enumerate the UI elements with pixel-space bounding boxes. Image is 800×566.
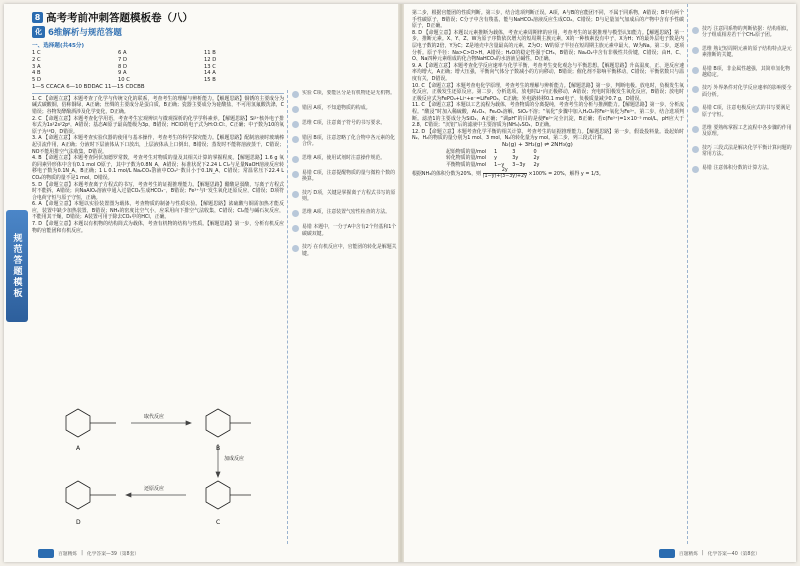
subtitle-row [32, 26, 284, 38]
note-marker-icon [292, 245, 299, 252]
side-note: 技巧 外界条件对化学反应速率的影响要全面分析。 [692, 85, 792, 98]
equilibrium-equation: N₂(g) + 3H₂(g) ⇌ 2NH₃(g) [502, 141, 573, 148]
note-marker-icon [292, 191, 299, 198]
divider [32, 93, 284, 94]
compound-label: B [216, 445, 221, 452]
answer-summary-line: 1—5 CCACA 6—10 BDDAC 11—15 CDCBB [32, 83, 145, 90]
explanation-paragraph: 10. C 【命题立意】本题考查电化学原理，考查考生的理解与辨析能力。【解题思路】第一步，判断电极。放电时，负极发生氧化反应，正极发生还原反应。第二步，分析选项。放电时Li⁺向正极移动，A错误；充电时阳极发生氧化反应，B错误；放电时正极反应式为FePO₄+Li⁺+e⁻=LiFePO₄，C正确；外电路转移0.1 mol电子，负极质量减少0.7 g，D错误。 [412, 82, 684, 102]
ice-table [442, 149, 543, 168]
answer-cell: 6 A [118, 50, 127, 56]
side-note: 技巧 D项，关键是掌握离子方程式书写的原则。 [292, 190, 397, 203]
footer-page-number: 化学答案—40（第8套） [707, 551, 760, 557]
side-note: 思维 A项，使用试剂时注意操作规范。 [292, 155, 397, 163]
answer-cell: 7 D [118, 56, 127, 63]
answer-cell: 1 C [32, 50, 41, 56]
reaction-scheme-diagram [36, 402, 284, 532]
side-tab: 规范答题模板 [6, 210, 28, 322]
page-title: 高考考前冲刺答题模板卷（八） [46, 11, 193, 24]
answer-key-grid [32, 50, 284, 84]
side-note: 思维 要熟练掌握工艺流程中各步骤的作用及原理。 [692, 125, 792, 138]
page-subtitle: 6维解析与规范答题 [48, 28, 122, 38]
benzene-ring-a [66, 409, 90, 437]
note-marker-icon [292, 91, 299, 98]
note-marker-icon [292, 106, 299, 113]
note-marker-icon [292, 156, 299, 163]
explanation-paragraph: 第二步，根据官能团的性质判断。第三步，结合选项判断正误。A项，A与B的官能团不同，不属于同系物，A错误；B中有两个手性碳原子，B错误；C分子中含有羧基，能与NaHCO₃溶液反应生成CO₂，C错误；D与足量氢气加成后的产物中含有手性碳原子，D正确。 [412, 10, 684, 30]
explanation-paragraph: 11. C 【命题立意】本题以工艺流程为载体，考查物质的分离提纯，考查考生的分析与推测能力。【解题思路】第一步，分析流程。“酸浸”时加入稀硫酸，Al₂O₃、Fe₂O₃溶解，SiO₂不溶；“氧化”步骤中加入H₂O₂将Fe²⁺氧化为Fe³⁺。第二步，结合选项判断。滤渣1的主要成分为SiO₂，A正确；“调pH”的目的是使Fe³⁺完全沉淀，B正确；若c(Fe³⁺)=1×10⁻⁵ mol/L，pH应大于2.8，C错误；“沉铝”后的滤液中主要溶质为(NH₄)₂SO₄，D正确。 [412, 102, 684, 129]
compound-label: D [76, 519, 81, 526]
explanation-paragraph: 7. D 【命题立意】本题以有机物的结构简式为载体，考查有机物的结构与性质。【解题思路】第一步，分析有机反应物的官能团和有机反应。 [32, 221, 284, 234]
answer-cell: 10 C [118, 77, 130, 84]
side-note: 易错 本题中，一分子A中含有2个羟基和1个碳碳双键。 [292, 224, 397, 237]
right-side-notes [687, 4, 792, 544]
side-note: 思维 A项，注意装置气密性检查的方法。 [292, 209, 397, 217]
footer-brand: 百题精炼 [678, 551, 699, 557]
side-note: 易错 B项，非金属性越强，其简单氢化物越稳定。 [692, 66, 792, 79]
compound-label: A [76, 445, 81, 452]
answer-cell: 15 B [204, 77, 216, 84]
explanation-paragraph: 2. C 【命题立意】本题考查化学用语，考查考生宏观辨识与微观探析的化学学科素养。【解题思路】Si²⁺核外电子排布式为1s²2s²2p⁶，A错误；基态Al原子最高能级为3p，B错误；HClO的电子式为H:O:Cl:，C正确；中子数为10的氧原子为¹⁸O，D错误。 [32, 115, 284, 135]
set-number-badge: 8 [32, 12, 43, 23]
side-note: 易错 C项，注意提醒物质的量与微粒个数的换算。 [292, 170, 397, 183]
brand-logo-icon [38, 549, 54, 558]
note-marker-icon [292, 121, 299, 128]
explanation-paragraph: 1. C 【命题立意】本题考查了化学与传统文化的联系，考查考生的理解与辨析能力。【解题思路】铜锈的主要成分为碱式碳酸铜，俗称铜绿，A正确；丝绸的主要成分是蛋白质，B正确；瓷器主要成分为硅酸盐，不可用氢氟酸洗涤，C错误；谷物发酵酿酒涉及化学变化，D正确。 [32, 95, 284, 115]
answer-cell: 14 A [204, 70, 216, 77]
answer-cell: 13 C [204, 63, 216, 70]
left-footer: 百题精炼 | 化学答案—39（第8套） [4, 547, 400, 559]
fraction: $\frac{2y}{(1-y)+(3-3y)+2y}$ [482, 168, 527, 180]
side-note: 易错 注意体积分数的计算方法。 [692, 165, 792, 173]
side-note: 易错 C项，注意电极反应式的书写要满足原子守恒。 [692, 105, 792, 118]
note-marker-icon [292, 210, 299, 217]
benzene-ring-b [206, 409, 230, 437]
answer-cell: 12 D [204, 56, 217, 63]
note-marker-icon [292, 136, 299, 143]
reaction-condition-label: 还原反应 [144, 486, 165, 492]
side-note: 技巧 在有机反应中，官能团的转化是解题关键。 [292, 244, 397, 257]
table-row: 平衡物质的量/mol 1−y 3−3y 2y [446, 161, 540, 168]
explanation-paragraph: 12. D 【命题立意】本题考查化学平衡的相关计算，考查考生的证据推理能力。【解题思路】第一步，假设投料量。设起始时N₂、H₂的物质的量分别为1 mol、3 mol，N₂的转化量为y mol。第二步，列三段式计算。 [412, 128, 684, 142]
side-note: 思维 C项，注意离子符号的书写要求。 [292, 120, 397, 128]
note-marker-icon [692, 67, 699, 74]
table-row: 起始物质的量/mol 1 3 0 [446, 148, 537, 155]
answer-cell: 8 D [118, 63, 127, 70]
explanation-paragraph: 3. A 【命题立意】本题考查实验仪器的使用与基本操作，考查考生的科学探究能力。【解题思路】配制溶液时玻璃棒起引流作用，A正确；分液时下层液体从下口放出，上层液体从上口倒出，B错误；蒸发时不能将溶液蒸干，C错误；NO不能用排空气法收集，D错误。 [32, 135, 284, 155]
answer-cell: 2 C [32, 56, 41, 63]
title-row [32, 10, 284, 24]
subject-tag: 化 [32, 26, 45, 38]
right-main-column [412, 4, 684, 544]
right-page [402, 4, 796, 562]
explanation-paragraph: 5. D 【命题立意】本题考查离子方程式的书写，考查考生的证据推理能力。【解题思路】醋酸是弱酸，写离子方程式时不能拆，A错误；向NaAlO₂溶液中通入过量CO₂生成HCO₃⁻，B错误；Fe³⁺与I⁻发生氧化还原反应，C错误；D项符合电荷守恒与原子守恒，正确。 [32, 181, 284, 201]
benzene-ring-c [206, 481, 230, 509]
note-marker-icon [692, 86, 699, 93]
footer-brand: 百题精炼 [58, 551, 78, 557]
note-marker-icon [692, 106, 699, 113]
arrowhead [216, 472, 220, 477]
side-note: 错因 A项，不知道物质的构成。 [292, 105, 397, 113]
explanation-paragraph: 4. B 【命题立意】本题考查阿伏加德罗常数，考查考生对物质的量及其相关计算的掌握程度。【解题思路】1.6 g 氧的同素异形体中含有0.1 mol O原子，其中子数为0.8N_A，A错误；标准状况下2.24 L Cl₂与足量NaOH溶液反应转移电子数为0.1N_A，B正确；1 L 0.1 mol/L Na₂CO₃溶液中CO₃²⁻数目小于0.1N_A，C错误；常温常压下22.4 L CO₂的物质的量不是1 mol，D错误。 [32, 155, 284, 181]
note-marker-icon [692, 146, 699, 153]
arrowhead [186, 421, 191, 425]
note-marker-icon [692, 166, 699, 173]
table-row: 转化物质的量/mol y 3y 2y [446, 155, 540, 162]
compound-label: C [216, 519, 221, 526]
note-marker-icon [292, 171, 299, 178]
answer-cell: 3 A [32, 63, 41, 70]
brand-logo-icon [659, 549, 675, 558]
reaction-condition-label: 取代反应 [144, 414, 165, 420]
calculation-result: 根据NH₃的体积分数为20%，则 $\frac{2y}{(1-y)+(3-3y)+2y}$ ×100% = 20%，解得 y = 1/3。 [412, 168, 604, 180]
answer-cell: 9 A [118, 70, 127, 77]
side-note: 实验 C项，要能区分是有机物还是无机物。 [292, 90, 397, 98]
note-marker-icon [692, 27, 699, 34]
side-note: 技巧 注意同系物的判断依据：结构相似，分子组成相差若干个CH₂原子团。 [692, 26, 792, 39]
left-page [4, 4, 400, 562]
right-footer: 百题精炼 | 化学答案—40（第8套） [402, 547, 796, 559]
answer-cell: 5 D [32, 77, 41, 84]
benzene-ring-d [66, 481, 90, 509]
explanation-paragraph: 6. A 【命题立意】本题以实验装置图为载体，考查物质的制备与性质实验。【解题思路】浓硫酸与铜需加热才能反应，装置中缺少加热装置，B错误；NH₃的密度比空气小，应采用向下排空气法收集，C错误；Cl₂能与碱石灰反应，不能用其干燥，D错误；A装置可用于除去CO₂中的HCl，正确。 [32, 201, 284, 221]
note-marker-icon [692, 47, 699, 54]
arrowhead [126, 493, 131, 497]
side-note: 思维 熟记短周期元素的原子结构特点是元素推断的关键。 [692, 46, 792, 59]
answer-cell: 4 B [32, 70, 41, 77]
note-marker-icon [692, 126, 699, 133]
explanation-paragraph: 8. D 【命题立意】本题以元素推断为载体，考查元素周期律的应用，考查考生的证据推理与模型认知能力。【解题思路】第一步，推断元素。X、Y、Z、W为原子序数依次增大的短周期主族元素，X的一种核素没有中子，X为H；Y的最外层电子数是内层电子数的2倍，Y为C；Z是地壳中含量最高的元素，Z为O；W的原子半径在短周期主族元素中最大，W为Na。第二步，逐项分析。原子半径：Na>C>O>H，A错误；H₂O的稳定性强于CH₄，B错误；Na₂O₂中含有非极性共价键，C错误；由H、C、O、Na四种元素组成的化合物NaHCO₃的水溶液呈碱性，D正确。 [412, 29, 684, 63]
left-side-notes [287, 90, 397, 544]
side-note: 技巧 三段式法是解决化学平衡计算问题的常用方法。 [692, 145, 792, 158]
side-note: 错因 B项，注意忽略了化合物中各元素的化合价。 [292, 135, 397, 148]
note-marker-icon [292, 225, 299, 232]
book-spread [4, 4, 796, 562]
footer-page-number: 化学答案—39（第8套） [86, 551, 140, 557]
answer-cell: 11 B [204, 50, 216, 56]
answer-section-label: 一、选择题(共45分) [32, 43, 85, 49]
reaction-condition-label: 加成反应 [224, 456, 245, 462]
explanation-paragraph: 9. A 【命题立意】本题考查化学反应速率与化学平衡，考查考生变化观念与平衡思想。【解题思路】升高温度，正、逆反应速率均增大，A正确；增大压强，平衡向气体分子数减小的方向移动，B错误；催化剂不影响平衡移动，C错误；平衡常数只与温度有关，D错误。 [412, 62, 684, 82]
